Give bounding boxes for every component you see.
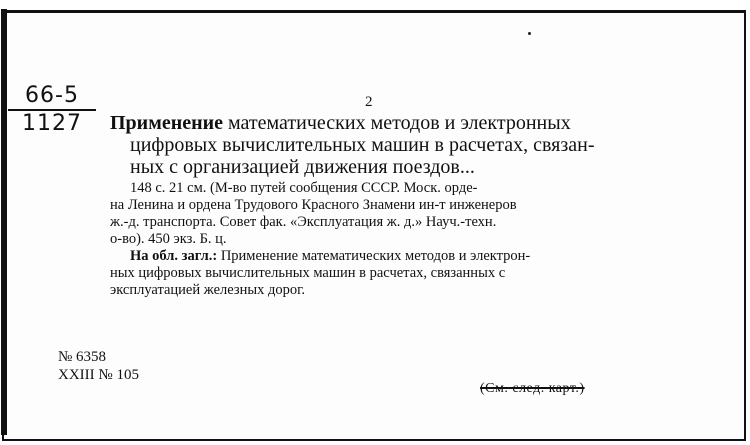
title-bold-word: Применение — [110, 112, 224, 134]
struck-continuation-note: (См. след. карт.) — [480, 381, 585, 396]
series-number: XXIII № 105 — [58, 367, 139, 383]
card-number: № 6358 — [58, 349, 107, 365]
cover-title-label: На обл. загл.: — [130, 248, 218, 264]
ink-speck — [528, 32, 531, 35]
shelfmark-number: 66-5 — [8, 85, 96, 111]
bibliographic-description — [110, 180, 700, 299]
desc-line-2: на Ленина и ордена Трудового Красного Знамени ин-т инженеров — [110, 197, 517, 213]
title-line-1-rest: математических методов и электронных — [223, 112, 571, 134]
title-line-2: цифровых вычислительных машин в расчетах, связан- — [130, 134, 595, 156]
cover-title-line-2: ных цифровых вычислительных машин в расчетах, связанных с — [110, 265, 506, 281]
shelfmark-sub: 1127 — [22, 111, 82, 136]
title-line-1 — [110, 112, 695, 134]
title-line-3: ных с организацией движения поездов... — [130, 156, 475, 178]
page-number: 2 — [365, 94, 373, 110]
desc-line-1: 148 с. 21 см. (М-во путей сообщения СССР. Моск. орде- — [130, 180, 478, 196]
title-block — [110, 112, 695, 178]
cover-title-rest: Применение математических методов и электрон- — [217, 248, 531, 264]
desc-line-4: о-во). 450 экз. Б. ц. — [110, 231, 227, 247]
cover-title-line-3: эксплуатацией железных дорог. — [110, 282, 306, 298]
shelfmark — [8, 85, 96, 135]
cover-title-line-1 — [110, 248, 700, 265]
desc-line-3: ж.-д. транспорта. Совет фак. «Эксплуатация ж. д.» Науч.-техн. — [110, 214, 497, 230]
card-numbers — [58, 348, 139, 384]
